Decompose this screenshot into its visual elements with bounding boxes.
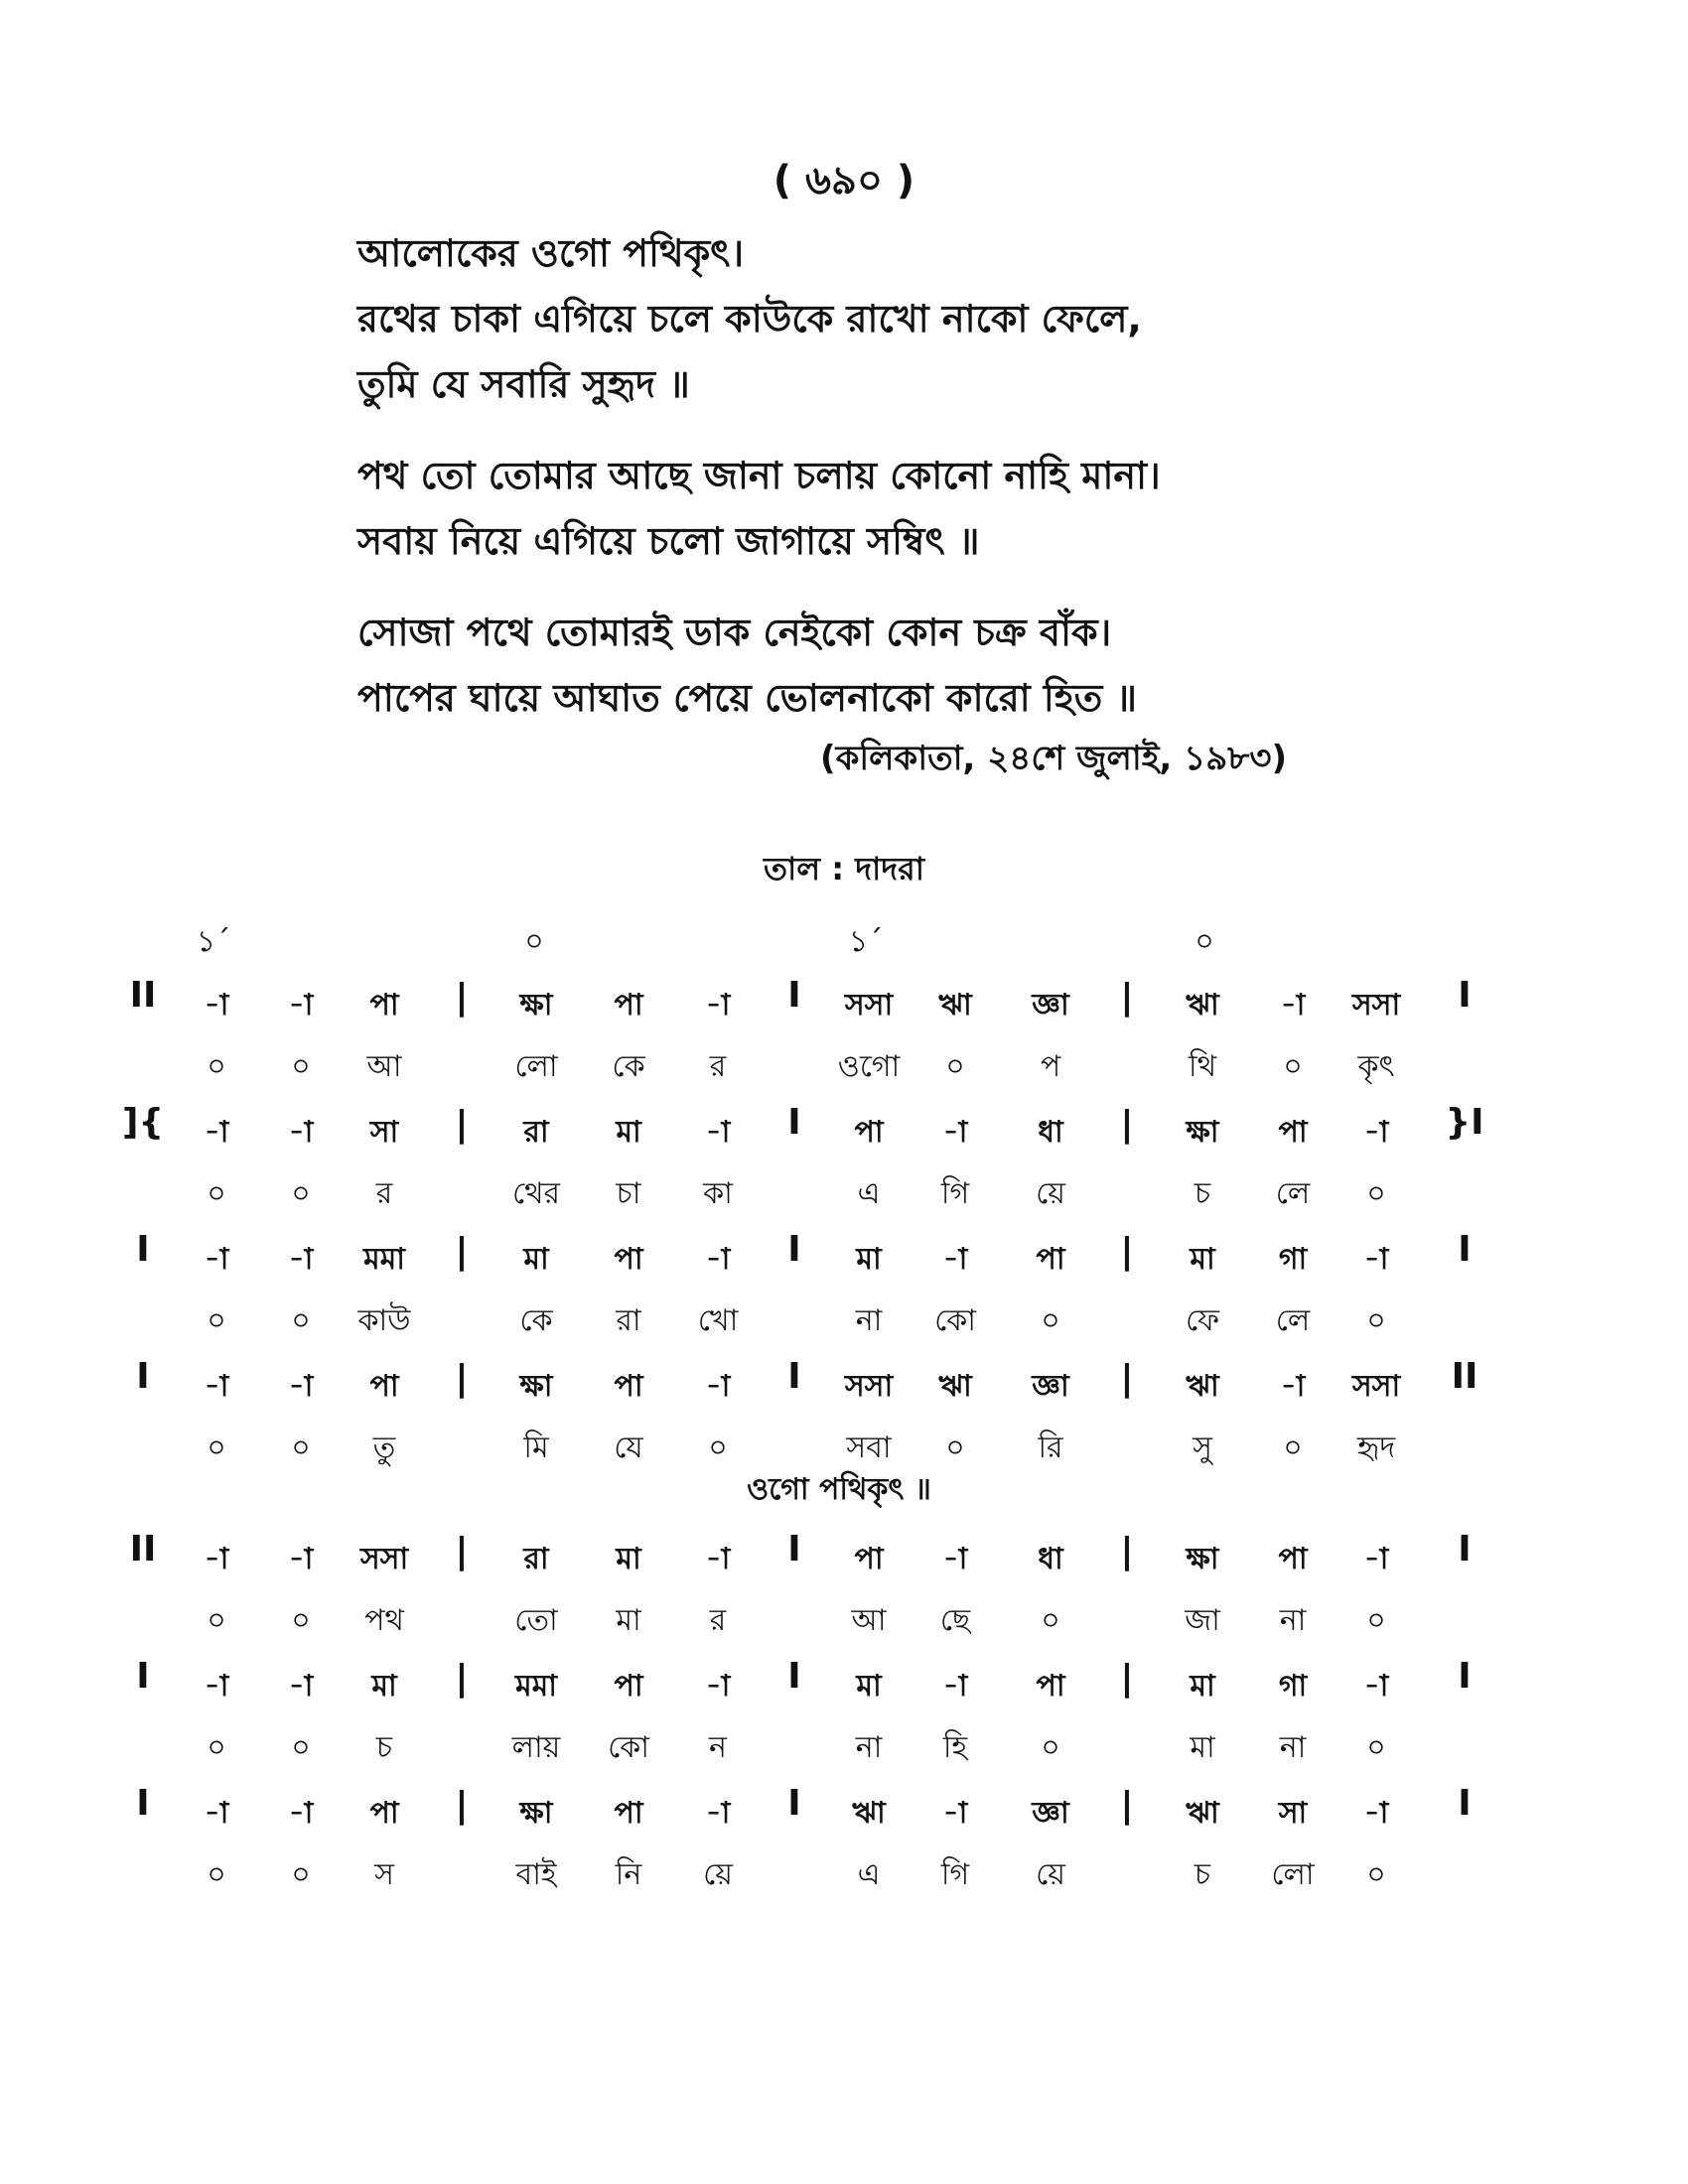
- swara-note: জ্ঞা: [1032, 1369, 1069, 1404]
- lyric-syllable: সু: [1193, 1431, 1212, 1465]
- lyric-syllable: কো: [934, 1303, 976, 1338]
- lyric-syllable: না: [1279, 1730, 1307, 1765]
- swara-note: পা: [614, 1242, 643, 1277]
- notation-row: [119, 1529, 1559, 1656]
- swara-note: পা: [614, 1369, 643, 1404]
- lyric-syllable: না: [1279, 1603, 1307, 1638]
- lyric-line: তুমি যে সবারি সুহৃদ ॥: [357, 362, 690, 406]
- swara-note: সসা: [844, 988, 894, 1023]
- bar-line: |: [455, 1231, 469, 1272]
- swara-note: ক্ষা: [1186, 1542, 1219, 1576]
- lyric-syllable: র: [709, 1049, 727, 1084]
- lyric-syllable: গি: [940, 1176, 970, 1211]
- swara-note: -া: [942, 1542, 968, 1576]
- swara-note: -া: [204, 1369, 229, 1404]
- lyric-syllable: সবা: [846, 1431, 892, 1465]
- lyric-syllable: কে: [612, 1049, 645, 1084]
- lyric-syllable: যে: [614, 1431, 643, 1465]
- swara-note: -া: [1280, 988, 1306, 1023]
- swara-note: সসা: [1351, 1369, 1401, 1404]
- lyric-syllable: চ: [1194, 1857, 1211, 1892]
- bar-line: |: [1120, 1358, 1134, 1399]
- lyric-line: পাপের ঘায়ে আঘাত পেয়ে ভোলনাকো কারো হিত ॥: [357, 676, 1138, 720]
- lyric-syllable: আ: [366, 1049, 402, 1084]
- bar-line: I: [136, 1783, 150, 1824]
- lyric-syllable: য়ে: [1036, 1857, 1065, 1892]
- lyric-syllable: থের: [511, 1176, 561, 1211]
- lyric-syllable: না: [855, 1730, 883, 1765]
- bar-line: I: [1458, 1783, 1472, 1824]
- lyric-syllable: খো: [697, 1303, 739, 1338]
- notation-row: [119, 1102, 1559, 1229]
- bar-line: |: [1120, 1104, 1134, 1145]
- lyric-syllable: ফে: [1185, 1303, 1220, 1338]
- swara-note: পা: [1278, 1115, 1308, 1150]
- beat-marks-row: [119, 911, 1559, 975]
- lyric-syllable: ০: [945, 1049, 965, 1084]
- lyric-syllable: ০: [1283, 1049, 1303, 1084]
- swara-note: -া: [942, 1115, 968, 1150]
- swara-note: পা: [614, 1669, 643, 1704]
- lyric-syllable: ০: [207, 1730, 226, 1765]
- lyric-syllable: কা: [703, 1176, 733, 1211]
- swara-note: ধা: [1038, 1115, 1063, 1150]
- lyric-syllable: ০: [1041, 1603, 1060, 1638]
- bar-line: II: [1451, 1356, 1478, 1397]
- bar-line: |: [1120, 977, 1134, 1018]
- lyric-line: সবায় নিয়ে এগিয়ে চলো জাগায়ে সম্বিৎ ॥: [357, 519, 980, 563]
- lyric-syllable: এ: [857, 1857, 881, 1892]
- bar-line: I: [787, 1102, 801, 1143]
- bar-line: |: [455, 977, 469, 1018]
- bar-line: I: [136, 1356, 150, 1397]
- swara-note: মা: [1190, 1242, 1215, 1277]
- bar-line: I: [787, 1356, 801, 1397]
- swara-note: -া: [1363, 1542, 1389, 1576]
- swara-note: পা: [614, 1796, 643, 1831]
- lyric-syllable: কাউ: [357, 1303, 411, 1338]
- swara-note: গা: [1278, 1669, 1308, 1704]
- lyric-syllable: ০: [1366, 1857, 1386, 1892]
- swara-note: ক্ষা: [1186, 1115, 1219, 1150]
- lyric-syllable: মা: [616, 1603, 641, 1638]
- bar-line: II: [129, 1529, 157, 1570]
- lyric-syllable: ০: [1366, 1730, 1386, 1765]
- swara-note: মমা: [362, 1242, 406, 1277]
- beat-mark: ১´: [196, 924, 231, 959]
- lyric-syllable: নি: [615, 1857, 642, 1892]
- song-lyrics: [357, 220, 1549, 756]
- lyric-syllable: ০: [207, 1603, 226, 1638]
- lyric-syllable: থি: [1188, 1049, 1217, 1084]
- lyric-syllable: রি: [1038, 1431, 1063, 1465]
- swara-note: রা: [523, 1115, 549, 1150]
- swara-note: -া: [288, 988, 314, 1023]
- swara-note: সসা: [359, 1542, 409, 1576]
- lyric-syllable: হৃদ: [1356, 1431, 1396, 1465]
- page-number: ( ৬৯০ ): [773, 158, 915, 204]
- lyric-syllable: ০: [1366, 1603, 1386, 1638]
- notation-row: [119, 1356, 1559, 1483]
- lyric-syllable: ০: [1041, 1730, 1060, 1765]
- swara-note: -া: [288, 1796, 314, 1831]
- bar-line: II: [129, 975, 157, 1016]
- swara-note: -া: [288, 1542, 314, 1576]
- swara-note: -া: [705, 988, 731, 1023]
- swara-note: -া: [288, 1369, 314, 1404]
- bar-line: |: [1120, 1231, 1134, 1272]
- place-date: (কলিকাতা, ২৪শে জুলাই, ১৯৮৩): [820, 739, 1287, 778]
- swara-note: -া: [705, 1542, 731, 1576]
- swara-note: -া: [705, 1669, 731, 1704]
- swara-note: -া: [1363, 1669, 1389, 1704]
- lyric-syllable: ন: [709, 1730, 727, 1765]
- bar-line: |: [455, 1531, 469, 1571]
- stanza-2: [357, 443, 1549, 574]
- bar-line: I: [1458, 1229, 1472, 1270]
- lyric-syllable: ০: [207, 1049, 226, 1084]
- lyric-syllable: লায়: [511, 1730, 561, 1765]
- swara-note: -া: [204, 1669, 229, 1704]
- lyric-syllable: ০: [291, 1730, 311, 1765]
- bar-line: I: [787, 1783, 801, 1824]
- lyric-syllable: কে: [519, 1303, 553, 1338]
- lyric-syllable: ০: [207, 1176, 226, 1211]
- bar-line: ]{: [121, 1102, 165, 1143]
- swara-note: রা: [523, 1542, 549, 1576]
- bar-line: I: [787, 1229, 801, 1270]
- bar-line: |: [455, 1358, 469, 1399]
- lyric-syllable: ০: [291, 1431, 311, 1465]
- lyric-syllable: ০: [207, 1303, 226, 1338]
- swara-note: -া: [288, 1669, 314, 1704]
- swara-note: গা: [1278, 1242, 1308, 1277]
- lyric-syllable: মি: [523, 1431, 549, 1465]
- bar-line: I: [1458, 1656, 1472, 1697]
- lyric-syllable: ০: [1283, 1431, 1303, 1465]
- swara-note: সসা: [844, 1369, 894, 1404]
- swaralipi-notation: [119, 911, 1559, 1910]
- swara-note: -া: [204, 1796, 229, 1831]
- lyric-syllable: র: [709, 1603, 727, 1638]
- tal-heading: তাল : দাদরা: [764, 850, 924, 887]
- swara-note: মা: [523, 1242, 549, 1277]
- lyric-syllable: ছে: [939, 1603, 971, 1638]
- beat-mark: ০: [1195, 924, 1214, 959]
- swara-note: পা: [369, 1796, 399, 1831]
- swara-note: পা: [1036, 1242, 1065, 1277]
- lyric-syllable: ০: [291, 1176, 311, 1211]
- swara-note: পা: [854, 1115, 884, 1150]
- swara-note: -া: [204, 1115, 229, 1150]
- swara-note: ক্ষা: [519, 1369, 553, 1404]
- lyric-syllable: চ: [375, 1730, 393, 1765]
- swara-note: -া: [705, 1115, 731, 1150]
- lyric-syllable: ০: [291, 1857, 311, 1892]
- beat-mark: ১´: [848, 924, 884, 959]
- bar-line: I: [787, 1529, 801, 1570]
- swara-note: ঋা: [938, 988, 972, 1023]
- lyric-syllable: ০: [1041, 1303, 1060, 1338]
- swara-note: মা: [371, 1669, 397, 1704]
- swara-note: পা: [369, 1369, 399, 1404]
- lyric-line: সোজা পথে তোমারই ডাক নেইকো কোন চক্র বাঁক।: [357, 611, 1112, 654]
- lyric-syllable: ০: [708, 1431, 728, 1465]
- swara-note: -া: [705, 1242, 731, 1277]
- swara-note: মা: [1190, 1669, 1215, 1704]
- lyric-syllable: স: [374, 1857, 394, 1892]
- beat-mark: ০: [524, 924, 544, 959]
- swara-note: ধা: [1038, 1542, 1063, 1576]
- swara-note: -া: [204, 988, 229, 1023]
- lyric-syllable: লো: [1271, 1857, 1315, 1892]
- lyric-syllable: য়ে: [1036, 1176, 1065, 1211]
- swara-note: -া: [204, 1242, 229, 1277]
- refrain-continuation: ওগো পথিকৃৎ ॥: [747, 1472, 931, 1507]
- stanza-1: [357, 220, 1549, 417]
- lyric-line: রথের চাকা এগিয়ে চলে কাউকে রাখো নাকো ফেলে,: [357, 297, 1142, 341]
- bar-line: I: [1458, 1529, 1472, 1570]
- lyric-syllable: গি: [940, 1857, 970, 1892]
- notation-row: [119, 1783, 1559, 1910]
- swara-note: পা: [614, 988, 643, 1023]
- bar-line: I: [787, 1656, 801, 1697]
- swara-note: -া: [942, 1796, 968, 1831]
- swara-note: জ্ঞা: [1032, 988, 1069, 1023]
- swara-note: সা: [369, 1115, 399, 1150]
- stanza-3: [357, 600, 1549, 731]
- lyric-syllable: না: [855, 1303, 883, 1338]
- lyric-syllable: বাই: [515, 1857, 557, 1892]
- swara-note: ক্ষা: [519, 1796, 553, 1831]
- swara-note: -া: [1363, 1242, 1389, 1277]
- bar-line: }I: [1445, 1102, 1484, 1143]
- swara-note: ক্ষা: [519, 988, 553, 1023]
- lyric-syllable: কৃৎ: [1357, 1049, 1395, 1084]
- bar-line: |: [1120, 1658, 1134, 1699]
- lyric-syllable: ০: [1366, 1303, 1386, 1338]
- lyric-syllable: আ: [851, 1603, 887, 1638]
- lyric-syllable: পথ: [364, 1603, 404, 1638]
- swara-note: ঋা: [1186, 1369, 1219, 1404]
- lyric-line: আলোকের ওগো পথিকৃৎ।: [357, 231, 745, 275]
- swara-note: -া: [288, 1242, 314, 1277]
- lyric-syllable: হি: [942, 1730, 968, 1765]
- swara-note: -া: [1280, 1369, 1306, 1404]
- swara-note: মা: [616, 1542, 641, 1576]
- lyric-syllable: য়ে: [703, 1857, 733, 1892]
- swara-note: -া: [942, 1669, 968, 1704]
- swara-note: ঋা: [938, 1369, 972, 1404]
- swara-note: মমা: [514, 1669, 558, 1704]
- swara-note: ঋা: [1186, 988, 1219, 1023]
- notation-row: [119, 1229, 1559, 1356]
- lyric-syllable: র: [375, 1176, 393, 1211]
- swara-note: সসা: [1351, 988, 1401, 1023]
- swara-note: -া: [942, 1242, 968, 1277]
- lyric-syllable: চা: [616, 1176, 641, 1211]
- swara-note: -া: [705, 1369, 731, 1404]
- lyric-syllable: লে: [1275, 1303, 1311, 1338]
- bar-line: I: [1458, 975, 1472, 1016]
- lyric-syllable: মা: [1190, 1730, 1215, 1765]
- lyric-line: পথ তো তোমার আছে জানা চলায় কোনো নাহি মানা।: [357, 454, 1161, 497]
- lyric-syllable: ০: [1366, 1176, 1386, 1211]
- bar-line: |: [455, 1658, 469, 1699]
- bar-line: |: [1120, 1531, 1134, 1571]
- swara-note: পা: [854, 1542, 884, 1576]
- swara-note: মা: [616, 1115, 641, 1150]
- swara-note: পা: [1036, 1669, 1065, 1704]
- lyric-syllable: ০: [291, 1603, 311, 1638]
- bar-line: |: [1120, 1785, 1134, 1826]
- swara-note: মা: [856, 1669, 882, 1704]
- lyric-syllable: তো: [514, 1603, 558, 1638]
- lyric-syllable: ০: [291, 1303, 311, 1338]
- lyric-syllable: এ: [857, 1176, 881, 1211]
- lyric-syllable: তু: [372, 1431, 396, 1465]
- notation-row: [119, 975, 1559, 1102]
- lyric-syllable: ০: [207, 1431, 226, 1465]
- swara-note: ঋা: [852, 1796, 886, 1831]
- swara-note: -া: [204, 1542, 229, 1576]
- lyric-syllable: রা: [616, 1303, 641, 1338]
- swara-note: জ্ঞা: [1032, 1796, 1069, 1831]
- lyric-syllable: ০: [945, 1431, 965, 1465]
- lyric-syllable: লো: [514, 1049, 558, 1084]
- swara-note: ঋা: [1186, 1796, 1219, 1831]
- notation-row: [119, 1656, 1559, 1783]
- swara-note: -া: [288, 1115, 314, 1150]
- swara-note: পা: [369, 988, 399, 1023]
- swara-note: -া: [1363, 1796, 1389, 1831]
- bar-line: I: [136, 1656, 150, 1697]
- lyric-syllable: লে: [1275, 1176, 1311, 1211]
- swara-note: পা: [1278, 1542, 1308, 1576]
- lyric-syllable: ০: [207, 1857, 226, 1892]
- bar-line: |: [455, 1104, 469, 1145]
- bar-line: |: [455, 1785, 469, 1826]
- lyric-syllable: জা: [1185, 1603, 1220, 1638]
- lyric-syllable: প: [1040, 1049, 1061, 1084]
- lyric-syllable: চ: [1194, 1176, 1211, 1211]
- swara-note: সা: [1278, 1796, 1308, 1831]
- swara-note: -া: [705, 1796, 731, 1831]
- bar-line: I: [136, 1229, 150, 1270]
- bar-line: I: [787, 975, 801, 1016]
- lyric-syllable: ওগো: [837, 1049, 901, 1084]
- lyric-syllable: কো: [608, 1730, 649, 1765]
- lyric-syllable: ০: [291, 1049, 311, 1084]
- swara-note: -া: [1363, 1115, 1389, 1150]
- swara-note: মা: [856, 1242, 882, 1277]
